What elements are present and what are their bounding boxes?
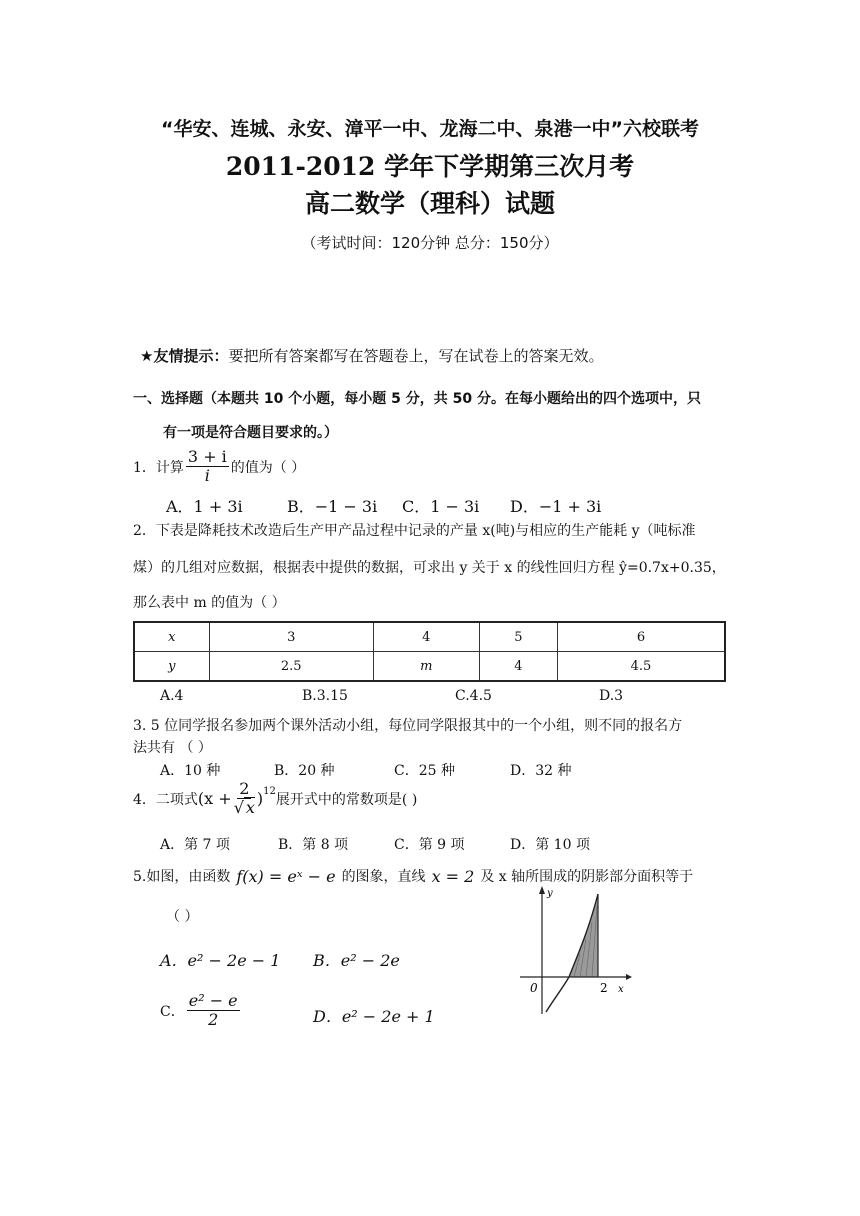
q4-option-b: B．第 8 项 — [278, 837, 349, 853]
q2-line3: 那么表中 m 的值为（ ） — [133, 595, 286, 611]
q5-suffix: 及 x 轴所围成的阴影部分面积等于 — [480, 869, 694, 885]
q4-option-d: D．第 10 项 — [510, 837, 590, 853]
table-cell: 4 — [373, 622, 479, 652]
q1-suffix: 的值为（ ） — [230, 459, 306, 476]
q2-option-c: C.4.5 — [455, 688, 492, 704]
q5-function: f(x) = eˣ − e — [236, 866, 336, 886]
q2-option-d: D.3 — [599, 688, 624, 704]
q3-option-b: B．20 种 — [274, 763, 335, 779]
q5-option-c-num: e² − e — [188, 991, 238, 1010]
x-axis-arrow — [626, 974, 632, 980]
question-1 — [133, 448, 305, 485]
q4-option-c: C．第 9 项 — [394, 837, 465, 853]
table-cell: 4 — [479, 652, 557, 682]
table-cell: m — [373, 652, 479, 682]
q5-option-b: B．e² − 2e — [313, 951, 400, 970]
exam-union-title: “华安、连城、永安、漳平一中、龙海二中、泉港一中”六校联考 — [161, 118, 699, 140]
exam-subject-title: 高二数学（理科）试题 — [304, 189, 555, 218]
graph-y-label: y — [547, 888, 553, 899]
q5-option-c — [160, 992, 242, 1029]
q3-option-d: D．32 种 — [510, 763, 572, 779]
q5-paren: （ ） — [166, 909, 199, 925]
graph-tick-label: 2 — [600, 981, 608, 995]
exam-time-score: （考试时间：120分钟 总分：150分） — [301, 234, 559, 252]
q4-suffix: 展开式中的常数项是( ) — [275, 791, 418, 808]
q1-option-c: C．1 − 3i — [402, 497, 480, 516]
q1-option-a: A．1 + 3i — [166, 497, 243, 516]
table-row — [134, 622, 725, 652]
q5-line: x = 2 — [431, 866, 475, 886]
table-cell: x — [134, 622, 209, 652]
table-cell: 6 — [557, 622, 725, 652]
table-cell: 4.5 — [557, 652, 725, 682]
q2-option-b: B.3.15 — [302, 688, 348, 704]
table-cell: y — [134, 652, 209, 682]
tip-label: ★友情提示： — [140, 347, 229, 365]
q3-option-a: A．10 种 — [160, 763, 221, 779]
exam-term-title: 2011-2012 学年下学期第三次月考 — [225, 152, 635, 181]
question-5 — [133, 866, 693, 886]
graph-x-label: x — [618, 984, 624, 995]
section-heading-line1: 一、选择题（本题共 10 个小题，每小题 5 分，共 50 分。在每小题给出的四个选项中，只 — [133, 391, 701, 407]
q3-option-c: C．25 种 — [394, 763, 455, 779]
q2-data-table — [133, 621, 726, 682]
table-cell: 3 — [209, 622, 373, 652]
q3-line2: 法共有 （ ） — [133, 740, 212, 756]
friendly-tip — [140, 345, 603, 366]
y-axis-arrow — [539, 886, 545, 894]
q4-option-a: A．第 7 项 — [160, 837, 230, 853]
q5-option-c-label: C． — [160, 1003, 185, 1020]
q2-line1: 2．下表是降耗技术改造后生产甲产品过程中记录的产量 x(吨)与相应的生产能耗 y（吨标准 — [133, 523, 696, 539]
question-4 — [133, 780, 417, 817]
section-heading-line2: 有一项是符合题目要求的。） — [163, 425, 338, 441]
q2-option-a: A.4 — [160, 688, 184, 704]
q4-expr-open: (x + — [197, 789, 232, 808]
tip-text: 要把所有答案都写在答题卷上，写在试卷上的答案无效。 — [228, 347, 604, 365]
q4-expr-close: ) — [256, 789, 264, 808]
q4-power: 12 — [263, 786, 276, 797]
q3-line1: 3. 5 位同学报名参加两个课外活动小组，每位同学限报其中的一个小组，则不同的报名方 — [133, 718, 683, 734]
q1-option-b: B．−1 − 3i — [287, 497, 378, 516]
graph-origin-label: 0 — [530, 981, 538, 995]
q1-fraction — [186, 448, 229, 485]
q4-prefix: 4．二项式 — [133, 791, 198, 808]
q1-prefix: 1．计算 — [133, 459, 184, 476]
q4-frac-den-wrap: √ x — [233, 798, 255, 817]
q5-option-c-fraction — [187, 992, 240, 1029]
q5-mid: 的图象，直线 — [341, 869, 426, 885]
q1-frac-num: 3 + i — [187, 447, 227, 466]
q5-option-c-den: 2 — [208, 1010, 219, 1029]
q5-graph — [512, 884, 632, 1016]
table-row — [134, 652, 725, 682]
table-cell: 5 — [479, 622, 557, 652]
table-cell: 2.5 — [209, 652, 373, 682]
q4-frac-num: 2 — [239, 779, 250, 798]
q5-option-d: D．e² − 2e + 1 — [313, 1007, 435, 1026]
q4-frac-den: x — [245, 798, 255, 817]
q1-frac-den: i — [204, 466, 210, 485]
q2-line2: 煤）的几组对应数据，根据表中提供的数据，可求出 y 关于 x 的线性回归方程 ŷ=0.7x+0.35， — [133, 560, 726, 576]
q4-fraction — [234, 780, 255, 817]
q5-prefix: 5.如图，由函数 — [133, 869, 231, 885]
q5-option-a: A．e² − 2e − 1 — [160, 951, 281, 970]
q1-option-d: D．−1 + 3i — [510, 497, 602, 516]
